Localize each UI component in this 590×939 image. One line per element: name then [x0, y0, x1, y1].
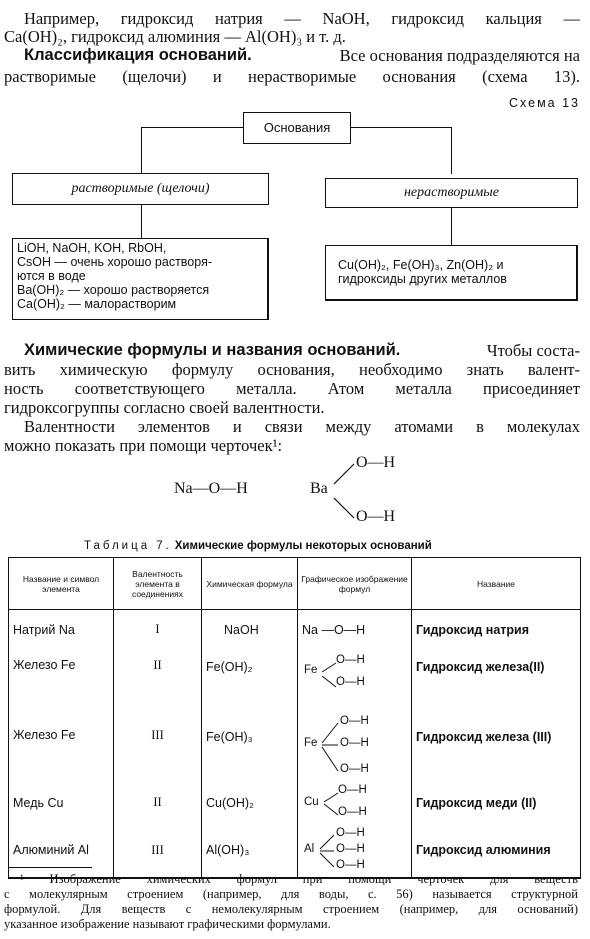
graphic-metal: Fe: [304, 736, 318, 749]
scheme-left-line: Ba(OH)₂ — хорошо растворяется: [17, 283, 210, 297]
classification-heading: Классификация оснований.: [24, 46, 252, 64]
ba-oh-bottom: O—H: [356, 508, 396, 525]
ba-symbol: Ba: [310, 480, 328, 497]
classification-line-1: [24, 45, 580, 66]
cell-graphic: [298, 650, 412, 710]
formulas-line-2: вить химическую формулу основания, необходимо знать валент-: [4, 360, 580, 379]
cell-formula: Al(OH)₃: [202, 824, 298, 878]
table-row: [9, 650, 581, 710]
cell-element: Железо Fe: [9, 650, 114, 710]
graphic-oh: O—H: [336, 843, 365, 855]
formulas-line-3: ность соответствующего металла. Атом металла присоединяет: [4, 379, 580, 398]
naoh-structural-formula: Na—O—H: [174, 480, 248, 497]
classification-line-2: растворимые (щелочи) и нерастворимые основания (схема 13).: [4, 67, 580, 86]
graphic-metal: Al: [304, 843, 315, 855]
cell-name: Гидроксид натрия: [412, 610, 581, 650]
bases-table: [8, 557, 581, 879]
scheme-left-line: LiOH, NaOH, KOH, RbOH,: [17, 241, 167, 255]
scheme-root-label: Основания: [263, 120, 331, 135]
cell-name: Гидроксид алюминия: [412, 824, 581, 878]
header-formula: Химическая формула: [202, 558, 298, 610]
graphic-oh: O—H: [340, 762, 369, 775]
graphic-oh: O—H: [336, 827, 365, 839]
scheme-right-title-box: [325, 178, 578, 208]
cell-formula: Cu(OH)₂: [202, 782, 298, 824]
scheme-right-title: нерастворимые: [403, 185, 499, 200]
intro-line-1: Например, гидроксид натрия — NaOH, гидроксид кальция —: [24, 9, 580, 28]
cell-valence: I: [114, 610, 202, 650]
table-row: [9, 824, 581, 878]
header-graphic: Графическое изображение формул: [298, 558, 412, 610]
scheme-left-line: CsOH — очень хорошо растворя-: [17, 255, 212, 269]
table-row: [9, 782, 581, 824]
graphic-oh: O—H: [338, 783, 367, 796]
cell-element: Медь Cu: [9, 782, 114, 824]
cell-formula: Fe(OH)₂: [202, 650, 298, 710]
footnote-line-2: с молекулярным строением (например, для воды, с. 56) называется структурной: [4, 887, 578, 901]
scheme-left-list: [12, 238, 269, 320]
scheme-left-line: ются в воде: [17, 269, 86, 283]
valence-line-1: Валентности элементов и связи между атомами в молекулах: [24, 417, 580, 436]
graphic-metal: Cu: [304, 795, 319, 808]
connector-right-v: [451, 127, 452, 174]
footnote-rule: [8, 867, 92, 868]
scheme-left-title-box: [12, 173, 269, 205]
graphic-bonds: [318, 829, 338, 873]
cell-element: Железо Fe: [9, 710, 114, 782]
cell-graphic: [298, 710, 412, 782]
valence-line-2: можно показать при помощи черточек¹:: [4, 436, 283, 455]
scheme-right-line: гидроксиды других металлов: [338, 272, 507, 286]
table-caption-title: Химические формулы некоторых оснований: [174, 540, 432, 552]
header-element: Название и символ элемента: [9, 558, 114, 610]
cell-name: Гидроксид железа (III): [412, 710, 581, 782]
classification-text: Все основания подразделяются на: [339, 46, 580, 65]
cell-formula: NaOH: [202, 610, 298, 650]
footnote-line-3: формулой. Для веществ с немолекулярным строением (например, для оснований): [4, 902, 578, 916]
connector-left-down: [141, 205, 142, 239]
cell-graphic: Na —O—H: [298, 610, 412, 650]
cell-valence: III: [114, 824, 202, 878]
scheme-left-line: Ca(OH)₂ — малорастворим: [17, 297, 177, 311]
graphic-oh: O—H: [340, 736, 369, 749]
formulas-line-1: [24, 340, 580, 361]
cell-graphic: [298, 824, 412, 878]
formulas-heading: Химические формулы и названия оснований.: [24, 341, 401, 359]
ba-oh-top: O—H: [356, 454, 396, 471]
scheme-label: Схема 13: [508, 96, 580, 110]
intro-line-2: Ca(OH)₂, гидроксид алюминия — Al(OH)₃ и т. д.: [4, 27, 346, 46]
cell-name: Гидроксид меди (II): [412, 782, 581, 824]
formulas-line-4: гидроксогруппы согласно своей валентности.: [4, 398, 325, 417]
scheme-root-box: [243, 112, 351, 144]
cell-valence: III: [114, 710, 202, 782]
cell-valence: II: [114, 650, 202, 710]
table-caption-prefix: Таблица 7.: [84, 540, 172, 552]
cell-formula: Fe(OH)₃: [202, 710, 298, 782]
graphic-oh: O—H: [336, 859, 365, 871]
table-header-row: [9, 558, 581, 610]
graphic-oh: O—H: [336, 653, 365, 666]
cell-element: Натрий Na: [9, 610, 114, 650]
graphic-oh: O—H: [340, 714, 369, 727]
scheme-left-title: растворимые (щелочи): [71, 181, 210, 196]
table-row: [9, 610, 581, 650]
graphic-oh: O—H: [336, 675, 365, 688]
footnote-line-1: ¹ Изображение химических формул при помощи черточек для веществ: [20, 872, 578, 886]
graphic-metal: Fe: [304, 663, 318, 676]
scheme-right-line: Cu(OH)₂, Fe(OH)₃, Zn(OH)₂ и: [338, 258, 504, 272]
formulas-text: Чтобы соста-: [486, 341, 580, 360]
table-row: [9, 710, 581, 782]
connector-left-v: [141, 127, 142, 174]
graphic-oh: O—H: [338, 805, 367, 818]
scheme-right-list: [325, 245, 578, 301]
table-caption: [84, 540, 432, 552]
connector-right-h: [351, 127, 452, 128]
header-valence: Валентность элемента в соединениях: [114, 558, 202, 610]
connector-left-h: [141, 127, 243, 128]
cell-valence: II: [114, 782, 202, 824]
footnote-line-4: указанное изображение называют графическими формулами.: [4, 917, 331, 931]
header-name: Название: [412, 558, 581, 610]
cell-element: Алюминий Al: [9, 824, 114, 878]
cell-name: Гидроксид железа(II): [412, 650, 581, 710]
connector-right-down: [451, 208, 452, 245]
cell-graphic: [298, 782, 412, 824]
